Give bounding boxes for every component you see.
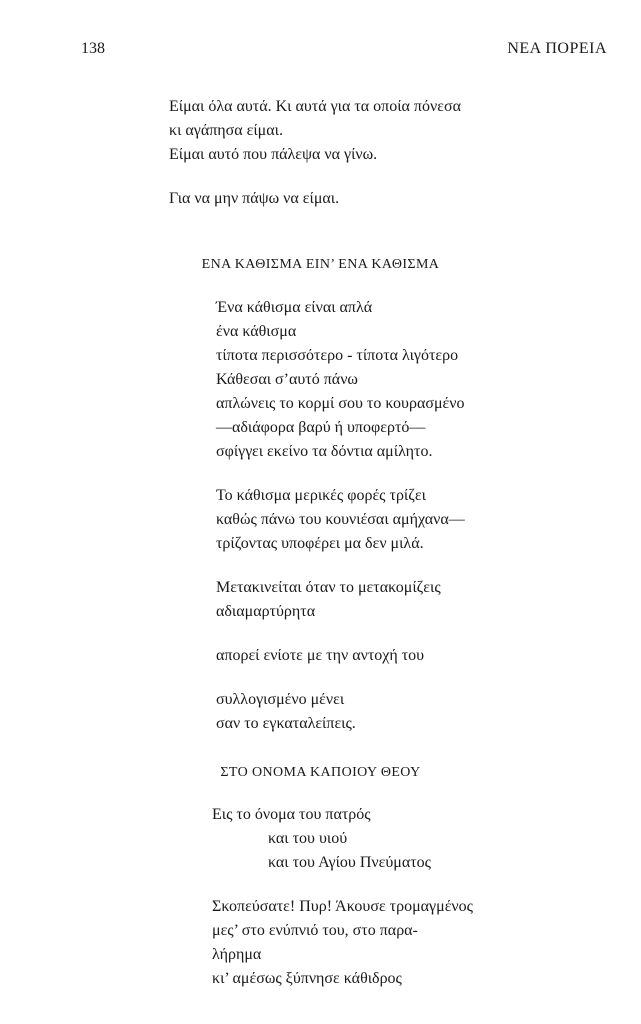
page-number: 138: [81, 40, 105, 57]
poem-line: Μετακινείται όταν το μετακομίζεις: [216, 579, 441, 596]
poem-3: [212, 803, 473, 991]
poem-line: σαν το εγκαταλείπεις.: [216, 715, 356, 732]
poem-line: Είμαι όλα αυτά. Κι αυτά για τα οποία πόνεσα: [169, 98, 461, 115]
poem-line: Το κάθισμα μερικές φορές τρίζει: [216, 487, 426, 504]
poem-1: [169, 95, 461, 211]
poem-line: συλλογισμένο μένει: [216, 691, 345, 708]
poem-line: Εις το όνομα του πατρός: [212, 806, 371, 823]
poem-line: λήρημα: [212, 946, 262, 963]
poem-line: καθώς πάνω του κουνιέσαι αμήχανα—: [216, 511, 465, 528]
poem-line: και του Αγίου Πνεύματος: [268, 854, 431, 871]
poem-line: μες’ στο ενύπνιό του, στο παρα-: [212, 922, 418, 939]
poem-line: απλώνεις το κορμί σου το κουρασμένο: [216, 395, 465, 412]
poem-line: Ένα κάθισμα είναι απλά: [216, 299, 373, 316]
poem-line: Σκοπεύσατε! Πυρ! Άκουσε τρομαγμένος: [212, 898, 473, 915]
poem-title: ΣΤΟ ΟΝΟΜΑ ΚΑΠΟΙΟΥ ΘΕΟΥ: [220, 765, 421, 780]
poem-line: κι αγάπησα είμαι.: [169, 122, 283, 139]
poem-2: [216, 296, 465, 736]
poem-line: αδιαμαρτύρητα: [216, 603, 316, 620]
poem-line: τρίζοντας υποφέρει μα δεν μιλά.: [216, 535, 424, 552]
poem-line: κι’ αμέσως ξύπνησε κάθιδρος: [212, 970, 402, 987]
poem-line: απορεί ενίοτε με την αντοχή του: [216, 647, 425, 664]
poem-line: τίποτα περισσότερο - τίποτα λιγότερο: [216, 347, 459, 364]
poem-line: —αδιάφορα βαρύ ή υποφερτό—: [216, 419, 426, 436]
poem-line: ένα κάθισμα: [216, 323, 297, 340]
poem-line: και του υιού: [268, 830, 348, 847]
poem-line: Για να μην πάψω να είμαι.: [169, 190, 340, 207]
poem-line: Κάθεσαι σ’αυτό πάνω: [216, 371, 358, 388]
journal-title: ΝΕΑ ΠΟΡΕΙΑ: [507, 40, 607, 57]
poem-title: ΕΝΑ ΚΑΘΙΣΜΑ ΕΙΝ’ ΕΝΑ ΚΑΘΙΣΜΑ: [201, 257, 440, 272]
poem-line: σφίγγει εκείνο τα δόντια αμίλητο.: [216, 443, 433, 460]
poem-line: Είμαι αυτό που πάλεψα να γίνω.: [169, 146, 378, 163]
